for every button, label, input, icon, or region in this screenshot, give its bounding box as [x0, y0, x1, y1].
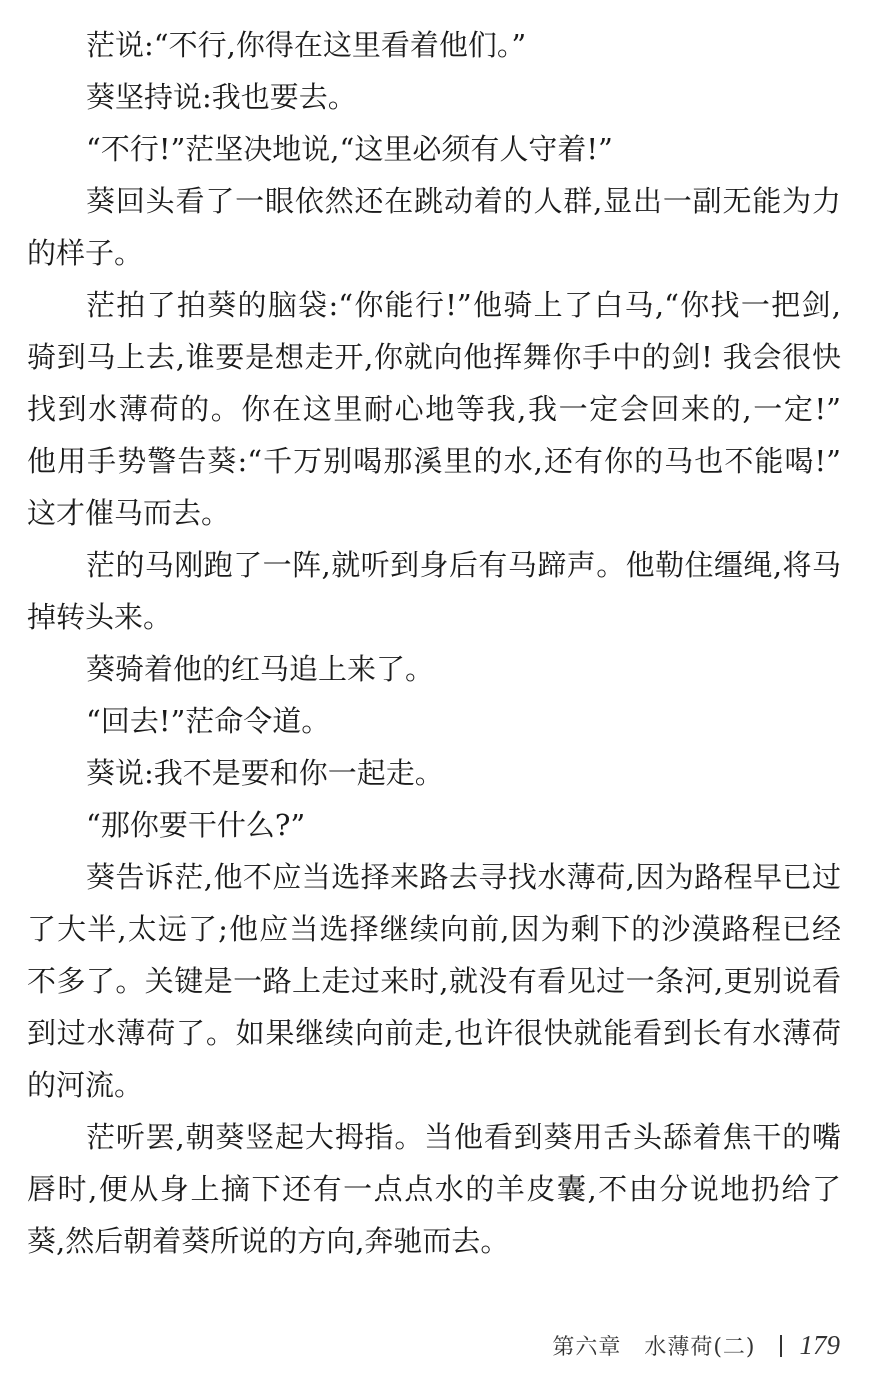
text-line: 茫拍了拍葵的脑袋:“你能行!”他骑上了白马,“你找一把剑, — [86, 288, 841, 322]
page-footer — [552, 1330, 840, 1361]
paragraph — [27, 279, 841, 539]
footer-divider — [780, 1335, 782, 1357]
page-body — [27, 19, 841, 1267]
text-line: 茫说:“不行,你得在这里看着他们。” — [86, 28, 527, 62]
text-line: 掉转头来。 — [27, 600, 173, 634]
text-line: 的样子。 — [27, 236, 144, 270]
paragraph — [27, 643, 841, 695]
text-line: 唇时,便从身上摘下还有一点点水的羊皮囊,不由分说地扔给了 — [27, 1172, 841, 1206]
running-footer-chapter: 第六章 水薄荷(二) — [552, 1335, 756, 1360]
paragraph — [27, 1111, 841, 1267]
paragraph — [27, 747, 841, 799]
text-line: 茫的马刚跑了一阵,就听到身后有马蹄声。他勒住缰绳,将马 — [86, 548, 841, 582]
page-number: 179 — [799, 1330, 840, 1360]
paragraph — [27, 695, 841, 747]
text-line: 葵坚持说:我也要去。 — [86, 80, 357, 114]
text-line: 葵说:我不是要和你一起走。 — [86, 756, 444, 790]
text-line: 的河流。 — [27, 1068, 144, 1102]
paragraph — [27, 71, 841, 123]
text-line: 不多了。关键是一路上走过来时,就没有看见过一条河,更别说看 — [27, 964, 841, 998]
paragraph — [27, 123, 841, 175]
text-line: 到过水薄荷了。如果继续向前走,也许很快就能看到长有水薄荷 — [27, 1016, 841, 1050]
text-line: 茫听罢,朝葵竖起大拇指。当他看到葵用舌头舔着焦干的嘴 — [86, 1120, 841, 1154]
text-line: 葵回头看了一眼依然还在跳动着的人群,显出一副无能为力 — [86, 184, 841, 218]
text-line: 葵骑着他的红马追上来了。 — [86, 652, 435, 686]
text-line: 了大半,太远了;他应当选择继续向前,因为剩下的沙漠路程已经 — [27, 912, 841, 946]
text-line: “不行!”茫坚决地说,“这里必须有人守着!” — [86, 132, 613, 166]
text-line: 这才催马而去。 — [27, 496, 231, 530]
paragraph — [27, 539, 841, 643]
text-line: 他用手势警告葵:“千万别喝那溪里的水,还有你的马也不能喝!” — [27, 444, 841, 478]
text-line: 葵告诉茫,他不应当选择来路去寻找水薄荷,因为路程早已过 — [86, 860, 841, 894]
text-line: 骑到马上去,谁要是想走开,你就向他挥舞你手中的剑! 我会很快 — [27, 340, 841, 374]
text-line: “回去!”茫命令道。 — [86, 704, 331, 738]
text-line: 找到水薄荷的。你在这里耐心地等我,我一定会回来的,一定!” — [27, 392, 841, 426]
paragraph — [27, 19, 841, 71]
text-line: “那你要干什么?” — [86, 808, 306, 842]
paragraph — [27, 851, 841, 1111]
paragraph — [27, 175, 841, 279]
paragraph — [27, 799, 841, 851]
text-line: 葵,然后朝着葵所说的方向,奔驰而去。 — [27, 1224, 510, 1258]
